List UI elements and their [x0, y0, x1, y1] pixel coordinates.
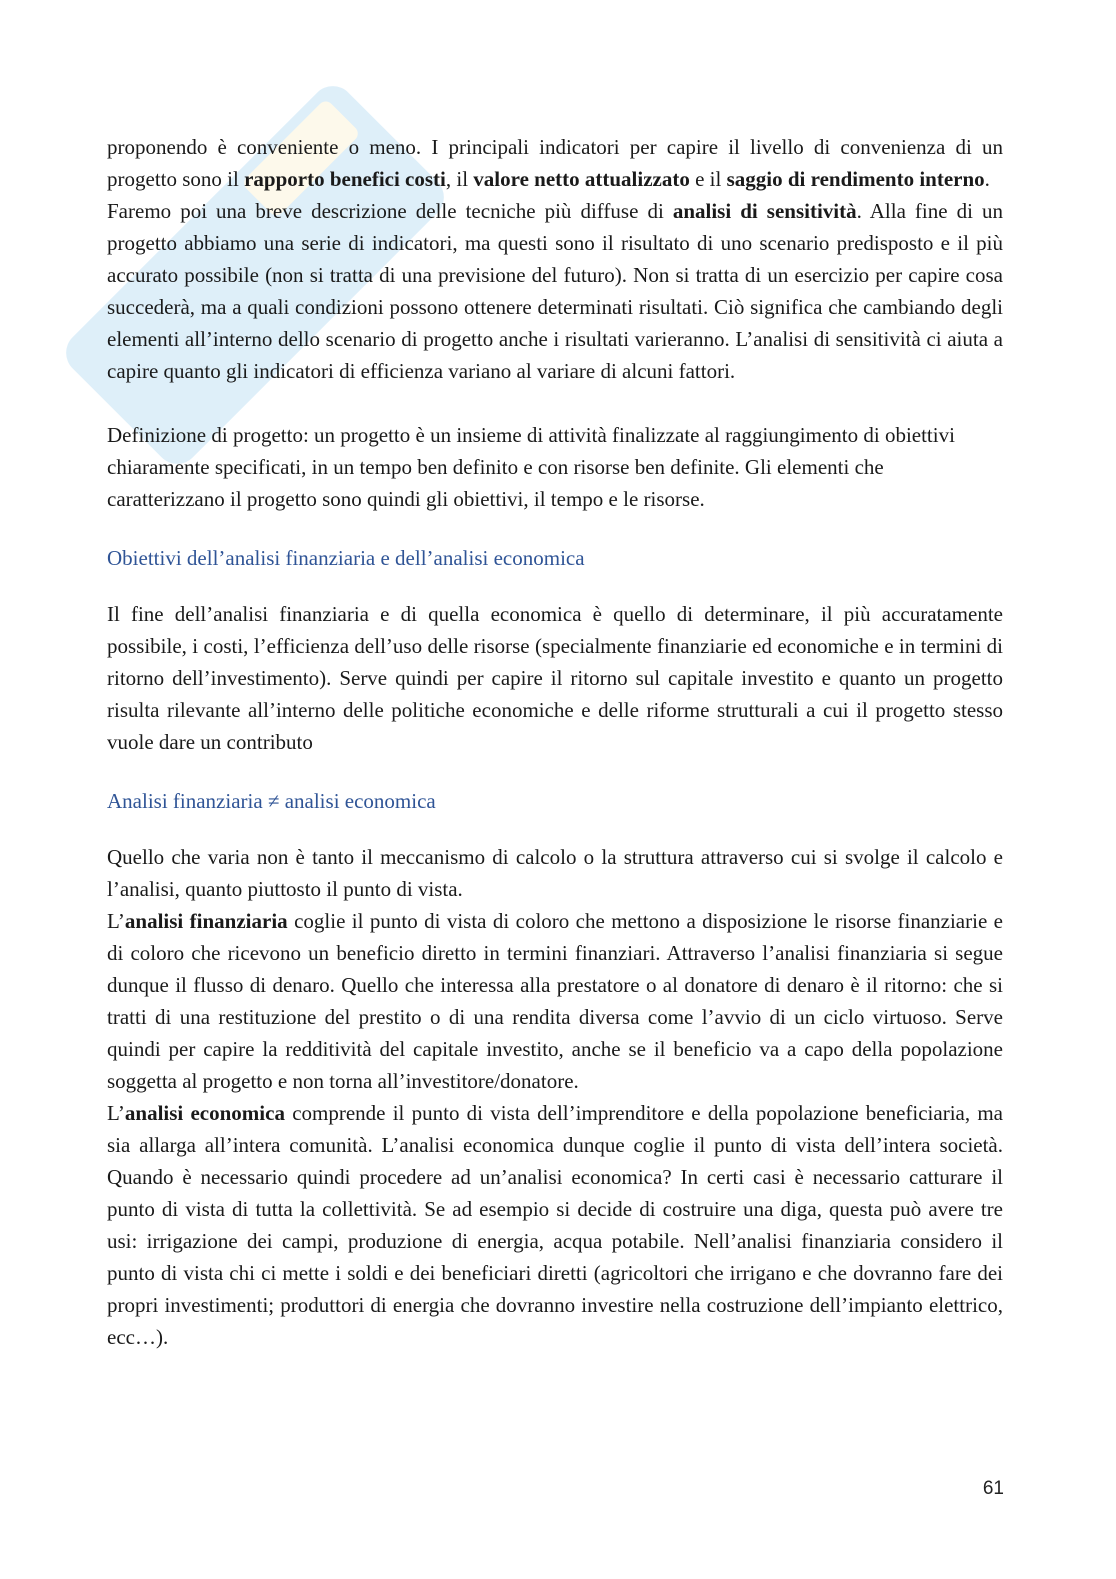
term-analisi-sensitivita: analisi di sensitività	[672, 199, 857, 223]
paragraph-definizione-progetto: Definizione di progetto: un progetto è un insieme di attività finalizzate al raggiungimento di obiettivi chiaramente specificati, in un tempo ben definito e con risorse ben definite. Gli elementi che caratterizzano il progetto sono quindi gli obiettivi, il tempo e le risorse.	[107, 423, 955, 511]
document-body	[107, 131, 1003, 1353]
paragraph-punto-di-vista: Quello che varia non è tanto il meccanismo di calcolo o la struttura attraverso cui si svolge il calcolo e l’analisi, quanto piuttosto il punto di vista.	[107, 845, 1003, 901]
term-analisi-finanziaria: analisi finanziaria	[124, 909, 288, 933]
term-rapporto-benefici-costi: rapporto benefici costi	[244, 167, 446, 191]
paragraph-analisi-economica: L’analisi economica comprende il punto di vista dell’imprenditore e della popolazione beneficiaria, ma sia allarga all’intera comunità. L’analisi economica dunque coglie il punto di vista dell’intera società. Quando è necessario quindi procedere ad un’analisi economica? In certi casi è necessario catturare il punto di vista di tutta la collettività. Se ad esempio si decide di costruire una diga, questa può avere tre usi: irrigazione dei campi, produzione di energia, acqua potabile. Nell’analisi finanziaria considero il punto di vista chi ci mette i soldi e dei beneficiari diretti (agricoltori che irrigano e che dovranno fare dei propri investimenti; produttori di energia che dovranno investire nella costruzione dell’impianto elettrico, ecc…).	[107, 1101, 1003, 1349]
paragraph-fine-analisi: Il fine dell’analisi finanziaria e di quella economica è quello di determinare, il più accuratamente possibile, i costi, l’efficienza dell’uso delle risorse (specialmente finanziarie ed economiche e in termini di ritorno dell’investimento). Serve quindi per capire il ritorno sul capitale investito e quanto un progetto risulta rilevante all’interno delle politiche economiche e delle riforme strutturali a cui il progetto stesso vuole dare un contributo	[107, 602, 1003, 754]
paragraph-analisi-finanziaria: L’analisi finanziaria coglie il punto di vista di coloro che mettono a disposizione le risorse finanziarie e di coloro che ricevono un beneficio diretto in termini finanziari. Attraverso l’analisi finanziaria si segue dunque il flusso di denaro. Quello che interessa alla prestatore o al donatore di denaro è il ritorno: che si tratti di una restituzione del prestito o di una rendita diversa come l’avvio di un ciclo virtuoso. Serve quindi per capire la redditività del capitale investito, anche se il beneficio va a capo della popolazione soggetta al progetto e non torna all’investitore/donatore.	[107, 909, 1003, 1093]
term-valore-netto-attualizzato: valore netto attualizzato	[473, 167, 690, 191]
section-heading-obiettivi: Obiettivi dell’analisi finanziaria e dell’analisi economica	[107, 546, 585, 570]
paragraph-indicatori: proponendo è conveniente o meno. I principali indicatori per capire il livello di convenienza di un progetto sono il rapporto benefici costi, il valore netto attualizzato e il saggio di rendimento interno.	[107, 135, 1003, 191]
page-number: 61	[982, 1478, 1004, 1499]
term-analisi-economica: analisi economica	[124, 1101, 285, 1125]
paragraph-sensitivita: Faremo poi una breve descrizione delle tecniche più diffuse di analisi di sensitività. Alla fine di un progetto abbiamo una serie di indicatori, ma questi sono il risultato di uno scenario predisposto e il più accurato possibile (non si tratta di una previsione del futuro). Non si tratta di un esercizio per capire cosa succederà, ma a quali condizioni possono ottenere determinati risultati. Ciò significa che cambiando degli elementi all’interno dello scenario di progetto anche i risultati varieranno. L’analisi di sensitività ci aiuta a capire quanto gli indicatori di efficienza variano al variare di alcuni fattori.	[107, 199, 1003, 383]
term-saggio-rendimento-interno: saggio di rendimento interno	[726, 167, 985, 191]
section-heading-finanziaria-vs-economica: Analisi finanziaria ≠ analisi economica	[107, 789, 436, 813]
